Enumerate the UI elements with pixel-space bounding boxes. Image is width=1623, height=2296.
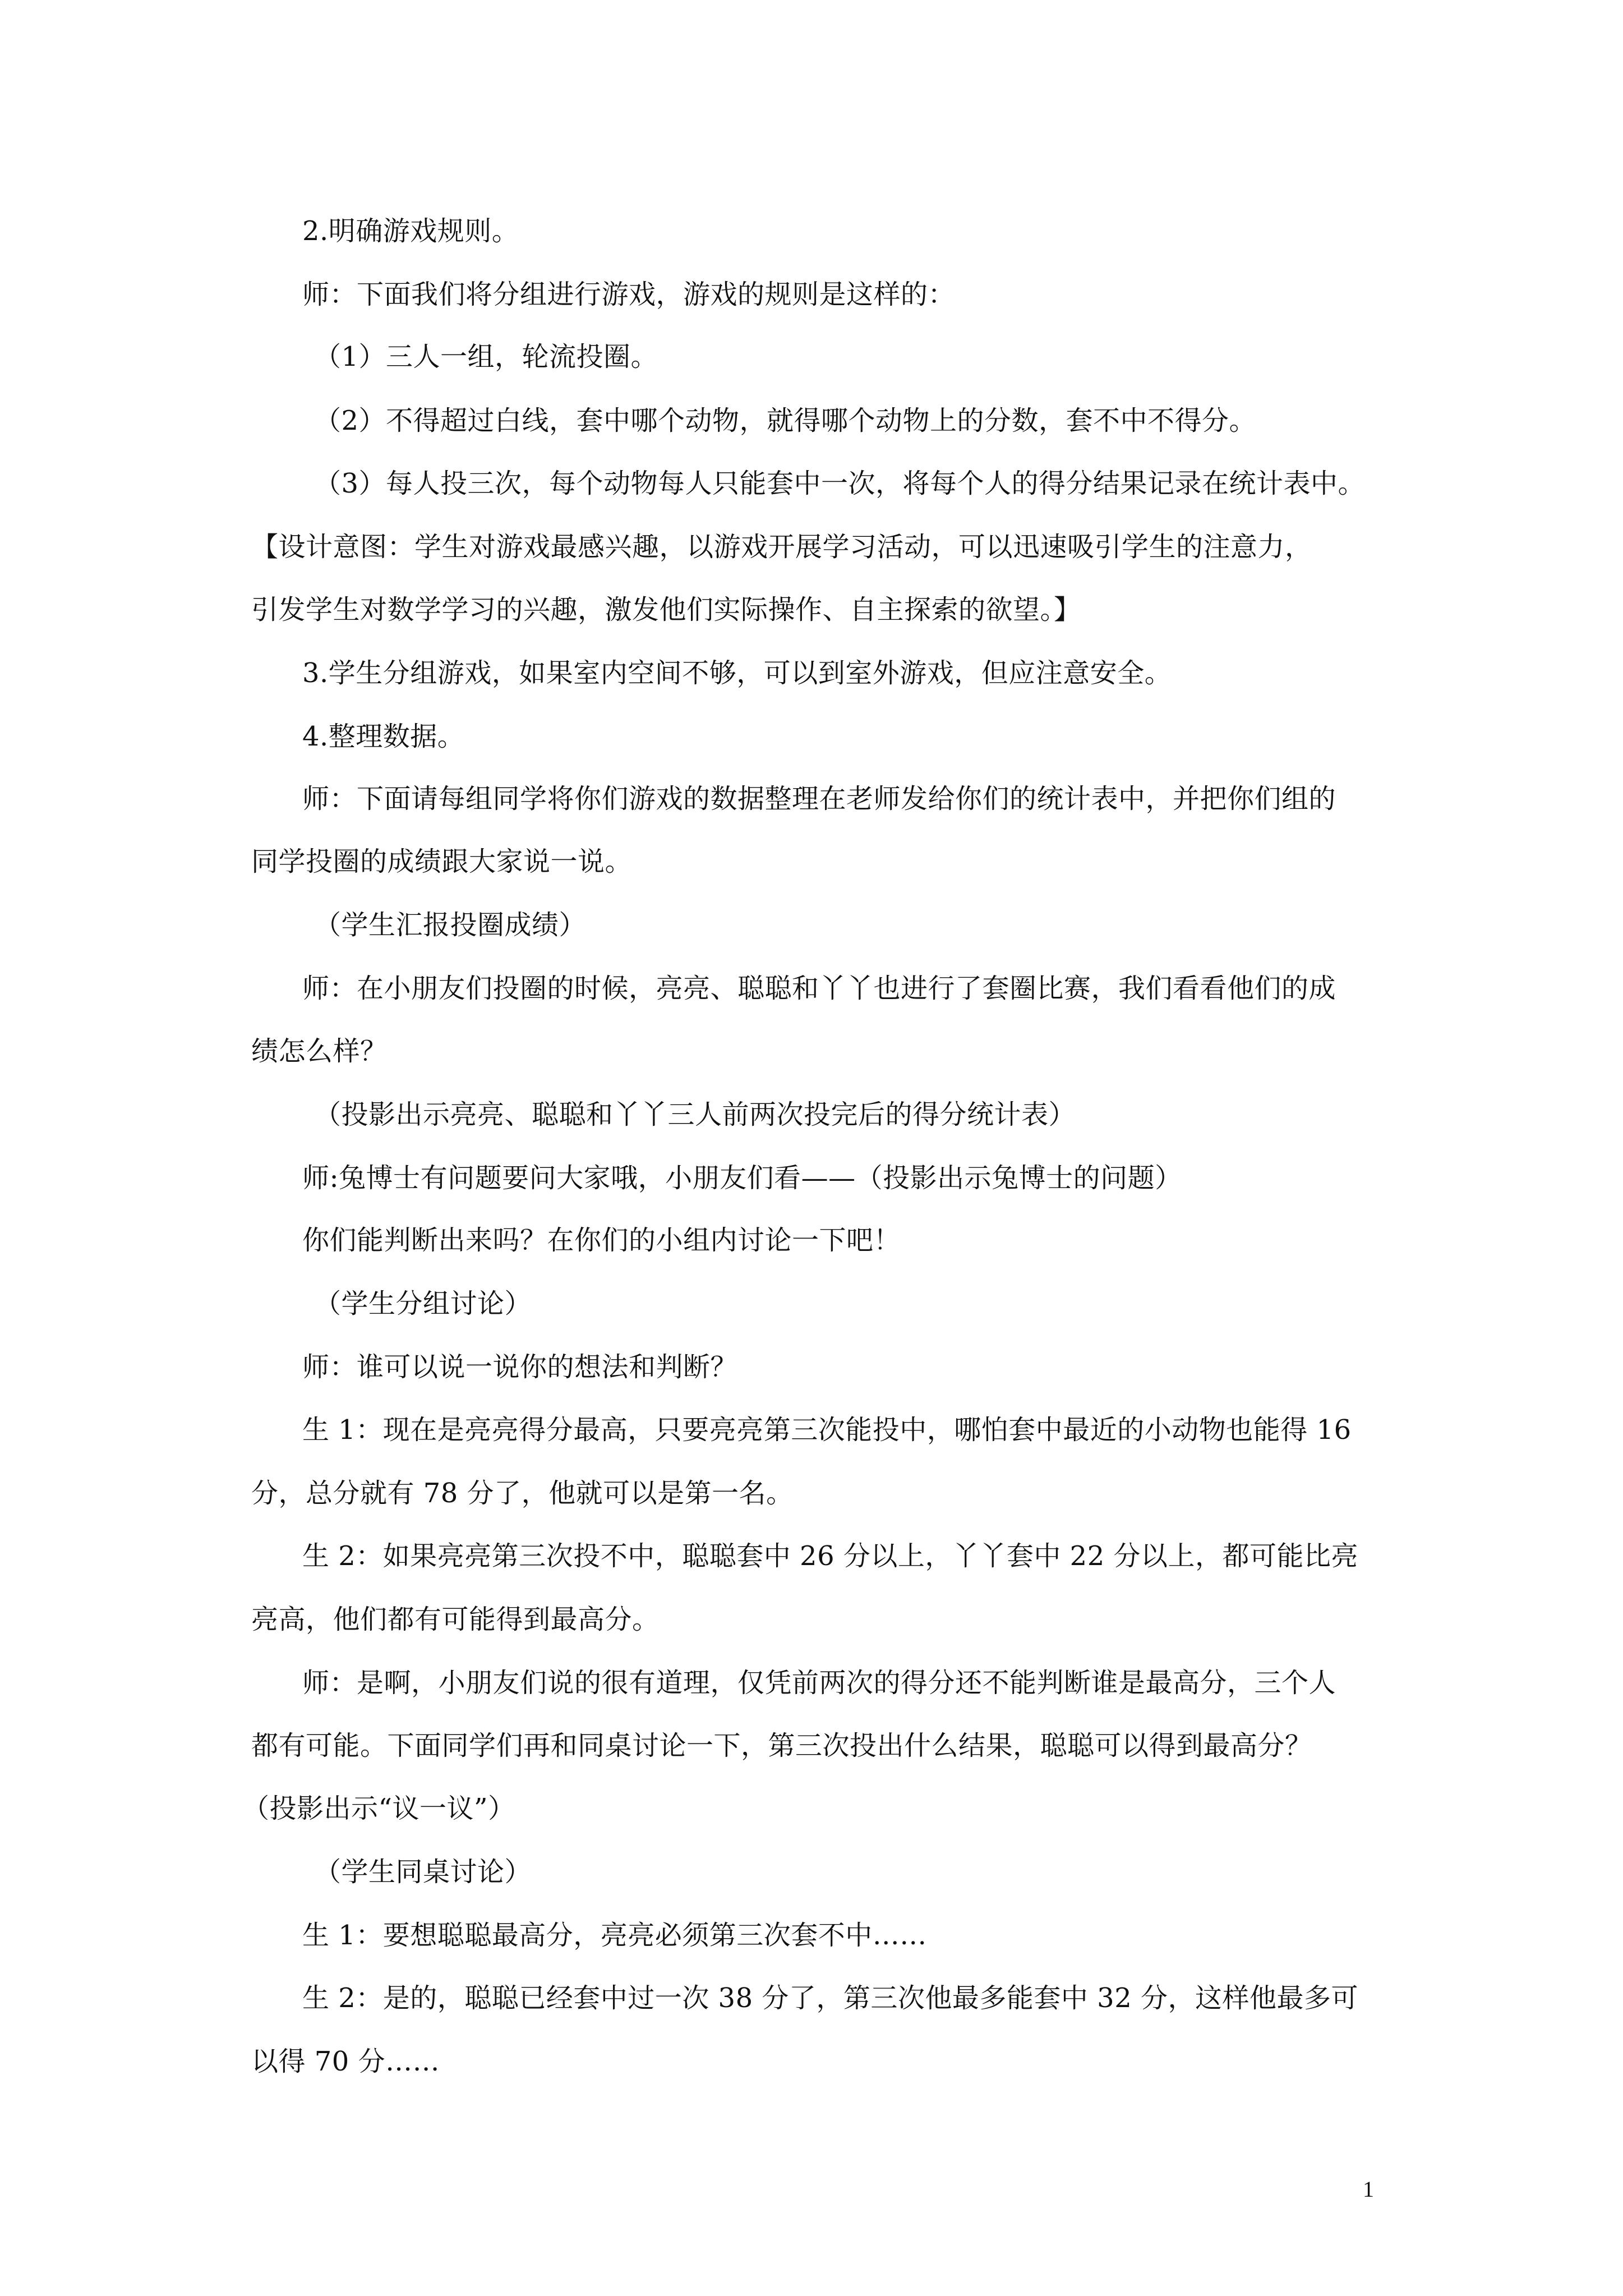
heading-group-play: 3.学生分组游戏，如果室内空间不够，可以到室外游戏，但应注意安全。 [302, 657, 1172, 689]
stage-direction: （学生分组讨论） [314, 1288, 532, 1319]
paragraph-teacher: 师：在小朋友们投圈的时候，亮亮、聪聪和丫丫也进行了套圈比赛，我们看看他们的成 [302, 973, 1336, 1004]
paragraph-teacher: 师：下面我们将分组进行游戏，游戏的规则是这样的： [302, 279, 956, 310]
paragraph-text: 你们能判断出来吗？在你们的小组内讨论一下吧！ [302, 1225, 901, 1256]
stage-direction: （学生汇报投圈成绩） [314, 909, 587, 941]
paragraph-continuation: 以得 70 分…… [251, 2046, 440, 2077]
heading-game-rules: 2.明确游戏规则。 [302, 215, 519, 247]
stage-direction: （投影出示亮亮、聪聪和丫丫三人前两次投完后的得分统计表） [314, 1099, 1076, 1130]
paragraph-teacher: 师:兔博士有问题要问大家哦，小朋友们看——（投影出示兔博士的问题） [302, 1162, 1182, 1194]
paragraph-continuation: 绩怎么样？ [251, 1036, 388, 1067]
rule-item-3: （3）每人投三次，每个动物每人只能套中一次，将每个人的得分结果记录在统计表中。 [314, 468, 1366, 499]
paragraph-continuation: 分，总分就有 78 分了，他就可以是第一名。 [251, 1478, 794, 1509]
paragraph-continuation: 亮高，他们都有可能得到最高分。 [251, 1604, 660, 1635]
paragraph-teacher: 师：谁可以说一说你的想法和判断？ [302, 1351, 738, 1383]
paragraph-teacher: 师：是啊，小朋友们说的很有道理，仅凭前两次的得分还不能判断谁是最高分，三个人 [302, 1667, 1336, 1699]
heading-organize-data: 4.整理数据。 [302, 721, 465, 752]
paragraph-student-1: 生 1：现在是亮亮得分最高，只要亮亮第三次能投中，哪怕套中最近的小动物也能得 16 [302, 1414, 1352, 1446]
paragraph-student-1: 生 1：要想聪聪最高分，亮亮必须第三次套不中…… [302, 1920, 927, 1951]
rule-item-1: （1）三人一组，轮流投圈。 [314, 341, 658, 372]
design-intent-line-2: 引发学生对数学学习的兴趣，激发他们实际操作、自主探索的欲望。】 [251, 594, 1081, 625]
stage-direction: （投影出示“议一议”） [242, 1793, 515, 1824]
paragraph-student-2: 生 2：是的，聪聪已经套中过一次 38 分了，第三次他最多能套中 32 分，这样他最多可 [302, 1982, 1358, 2014]
paragraph-continuation: 都有可能。下面同学们再和同桌讨论一下，第三次投出什么结果，聪聪可以得到最高分？ [251, 1730, 1312, 1761]
paragraph-teacher: 师：下面请每组同学将你们游戏的数据整理在老师发给你们的统计表中，并把你们组的 [302, 783, 1336, 815]
paragraph-student-2: 生 2：如果亮亮第三次投不中，聪聪套中 26 分以上，丫丫套中 22 分以上，都可能比亮 [302, 1540, 1358, 1572]
stage-direction: （学生同桌讨论） [314, 1856, 532, 1888]
paragraph-continuation: 同学投圈的成绩跟大家说一说。 [251, 846, 633, 877]
page-number: 1 [1363, 2177, 1374, 2202]
rule-item-2: （2）不得超过白线，套中哪个动物，就得哪个动物上的分数，套不中不得分。 [314, 405, 1257, 436]
design-intent-line-1: 【设计意图：学生对游戏最感兴趣，以游戏开展学习活动，可以迅速吸引学生的注意力， [251, 531, 1312, 563]
